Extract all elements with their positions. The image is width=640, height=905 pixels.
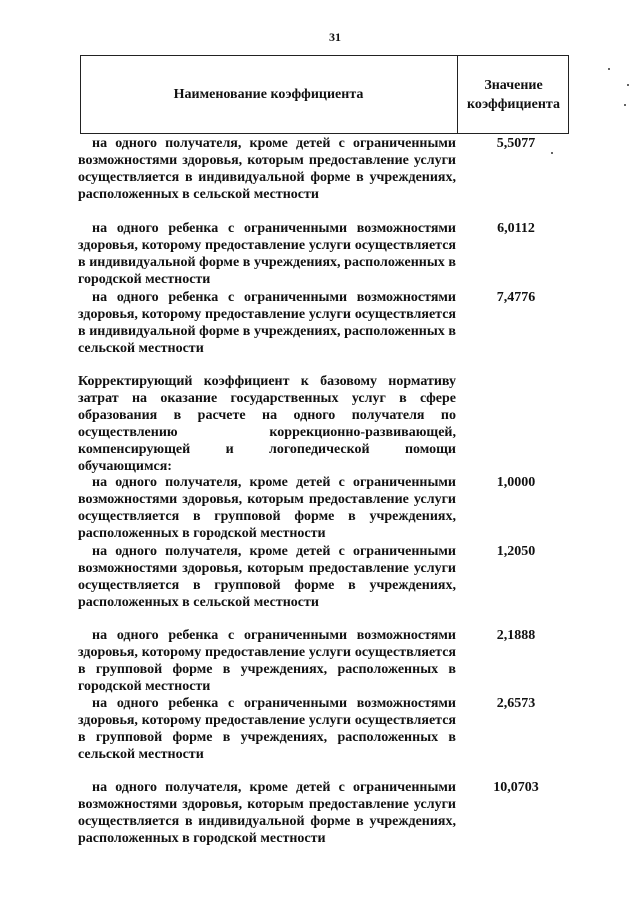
coefficient-description: на одного ребенка с ограниченными возможностями здоровья, которому предоставление услуги осуществляется в групповой форме в учреждениях, расположенных в городской местности	[78, 628, 456, 694]
coefficient-value: 1,0000	[496, 475, 536, 490]
coefficient-description: на одного ребенка с ограниченными возможностями здоровья, которому предоставление услуги осуществляется в индивидуальной форме в учреждениях, расположенных в городской местности	[78, 221, 456, 287]
coefficient-value: 2,6573	[496, 696, 536, 711]
scan-speck	[608, 68, 610, 70]
scan-speck	[624, 104, 626, 106]
coefficient-description: на одного получателя, кроме детей с ограниченными возможностями здоровья, которым предоставление услуги осуществляется в индивидуальной форме в учреждениях, расположенных в городской местности	[78, 780, 456, 846]
coefficient-value: 7,4776	[496, 290, 536, 305]
coefficient-value: 2,1888	[496, 628, 536, 643]
column-header-value	[458, 55, 569, 134]
coefficient-description: на одного получателя, кроме детей с ограниченными возможностями здоровья, которым предоставление услуги осуществляется в групповой форме в учреждениях, расположенных в городской местности	[78, 475, 456, 541]
coefficient-value: 1,2050	[496, 544, 536, 559]
coefficient-description: на одного ребенка с ограниченными возможностями здоровья, которому предоставление услуги осуществляется в индивидуальной форме в учреждениях, расположенных в сельской местности	[78, 290, 456, 356]
coefficient-value: 5,5077	[496, 136, 536, 151]
scan-speck	[627, 84, 629, 86]
scan-speck	[551, 152, 553, 154]
coefficient-value: 10,0703	[493, 780, 539, 795]
column-header-name: Наименование коэффициента	[173, 86, 364, 102]
coefficient-description: на одного получателя, кроме детей с ограниченными возможностями здоровья, которым предоставление услуги осуществляется в групповой форме в учреждениях, расположенных в сельской местности	[78, 544, 456, 610]
section-heading: Корректирующий коэффициент к базовому нормативу затрат на оказание государственных услуг в сфере образования в расчете на одного получателя по осуществлению коррекционно-развивающей, компенсирующей и логопедической помощи обучающимся:	[78, 374, 456, 474]
column-header-value-line1: Значение	[484, 77, 543, 93]
coefficient-description: на одного ребенка с ограниченными возможностями здоровья, которому предоставление услуги осуществляется в групповой форме в учреждениях, расположенных в сельской местности	[78, 696, 456, 762]
page-number: 31	[329, 30, 341, 44]
coefficient-value: 6,0112	[497, 221, 535, 236]
column-header-value-line2: коэффициента	[467, 96, 560, 112]
coefficient-description: на одного получателя, кроме детей с ограниченными возможностями здоровья, которым предоставление услуги осуществляется в индивидуальной форме в учреждениях, расположенных в сельской местности	[78, 136, 456, 202]
